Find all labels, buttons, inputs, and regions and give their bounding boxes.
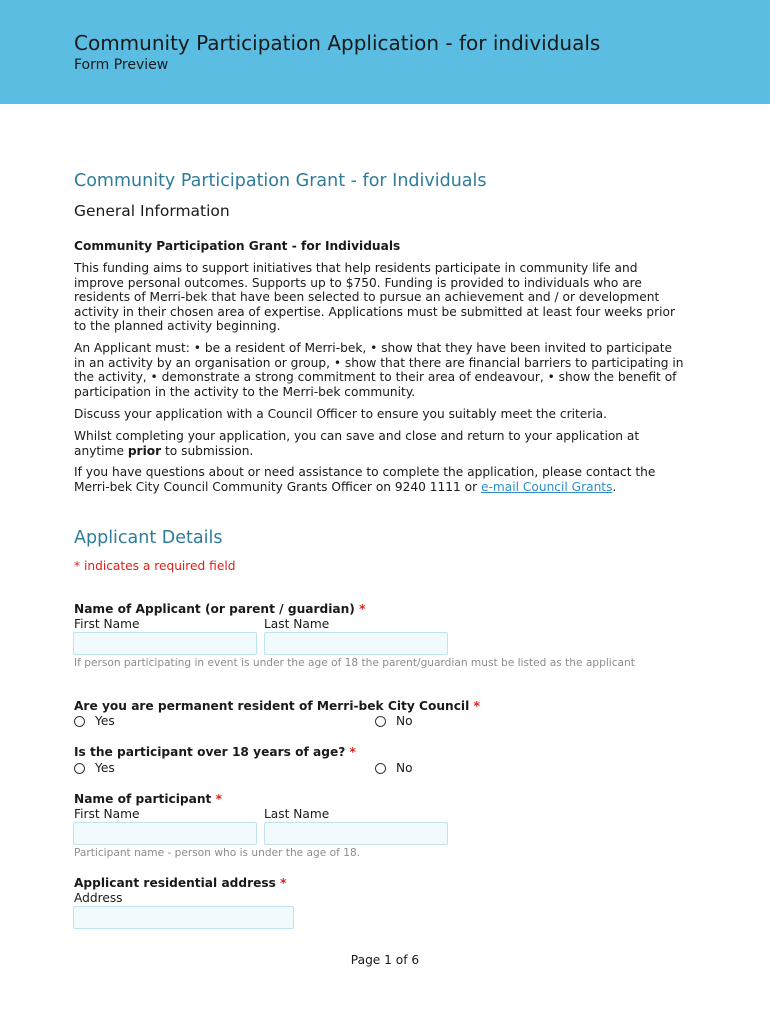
- section-title-grant: Community Participation Grant - for Individuals: [74, 171, 487, 191]
- page-indicator: Page 1 of 6: [350, 953, 420, 967]
- prior-emphasis: prior: [127, 443, 162, 458]
- over18-yes-radio[interactable]: [74, 761, 115, 775]
- address-input[interactable]: [73, 906, 294, 929]
- address-sub-label: Address: [74, 891, 123, 905]
- radio-circle-icon: [375, 716, 386, 727]
- radio-label: No: [396, 714, 413, 728]
- section-title-applicant: Applicant Details: [74, 528, 223, 548]
- radio-label: Yes: [95, 761, 115, 775]
- applicant-name-hint: If person participating in event is under the age of 18 the parent/guardian must be listed as the applicant: [74, 657, 635, 669]
- applicant-first-name-input[interactable]: [73, 632, 257, 655]
- resident-yes-radio[interactable]: [74, 714, 115, 728]
- required-star: *: [280, 876, 287, 890]
- grant-heading: Community Participation Grant - for Individuals: [74, 239, 401, 253]
- save-paragraph: Whilst completing your application, you can save and close and return to your application at anytime prior to submission.: [74, 429, 640, 458]
- applicant-last-name-input[interactable]: [264, 632, 448, 655]
- participant-name-hint: Participant name - person who is under the age of 18.: [74, 847, 361, 859]
- applicant-name-label: Name of Applicant (or parent / guardian) *: [74, 602, 366, 616]
- required-field-note: * indicates a required field: [74, 559, 236, 573]
- applicant-last-name-label: Last Name: [264, 617, 330, 631]
- required-star: *: [359, 602, 366, 616]
- intro-paragraph: This funding aims to support initiatives that help residents participate in community life and improve personal outcomes. Supports up to $750. Funding is provided to individuals who are residents of Merri-bek that have been selected to pursue an achievement and / or development activity in their chosen area of expertise. Applications must be submitted at least four weeks prior to the planned activity beginning.: [74, 261, 675, 334]
- resident-question-label: Are you are permanent resident of Merri-bek City Council *: [74, 699, 480, 713]
- contact-paragraph: If you have questions about or need assistance to complete the application, please contact the Merri-bek City Council Community Grants Officer on 9240 1111 or e-mail Council Grants.: [74, 465, 656, 494]
- required-star: *: [473, 699, 480, 713]
- required-star: *: [349, 745, 356, 759]
- form-subtitle: Form Preview: [74, 57, 169, 73]
- participant-first-name-label: First Name: [74, 807, 140, 821]
- over18-question-label: Is the participant over 18 years of age? *: [74, 745, 356, 759]
- radio-circle-icon: [74, 763, 85, 774]
- email-council-grants-link[interactable]: e-mail Council Grants: [481, 479, 613, 494]
- participant-last-name-input[interactable]: [264, 822, 448, 845]
- radio-circle-icon: [74, 716, 85, 727]
- over18-no-radio[interactable]: [375, 761, 413, 775]
- form-title: Community Participation Application - for individuals: [74, 31, 601, 55]
- participant-name-label: Name of participant *: [74, 792, 222, 806]
- section-subtitle-general: General Information: [74, 202, 230, 220]
- radio-circle-icon: [375, 763, 386, 774]
- radio-label: Yes: [95, 714, 115, 728]
- radio-label: No: [396, 761, 413, 775]
- applicant-first-name-label: First Name: [74, 617, 140, 631]
- eligibility-paragraph: An Applicant must: • be a resident of Merri-bek, • show that they have been invited to participate in an activity by an organisation or group, • show that there are financial barriers to participating in the activity, • demonstrate a strong commitment to their area of endeavour, • show the benefit of participation in the activity to the Merri-bek community.: [74, 341, 684, 399]
- required-star: *: [215, 792, 222, 806]
- discuss-paragraph: Discuss your application with a Council Officer to ensure you suitably meet the criteria.: [74, 407, 608, 421]
- form-header: [0, 0, 770, 104]
- participant-first-name-input[interactable]: [73, 822, 257, 845]
- address-label: Applicant residential address *: [74, 876, 287, 890]
- resident-no-radio[interactable]: [375, 714, 413, 728]
- participant-last-name-label: Last Name: [264, 807, 330, 821]
